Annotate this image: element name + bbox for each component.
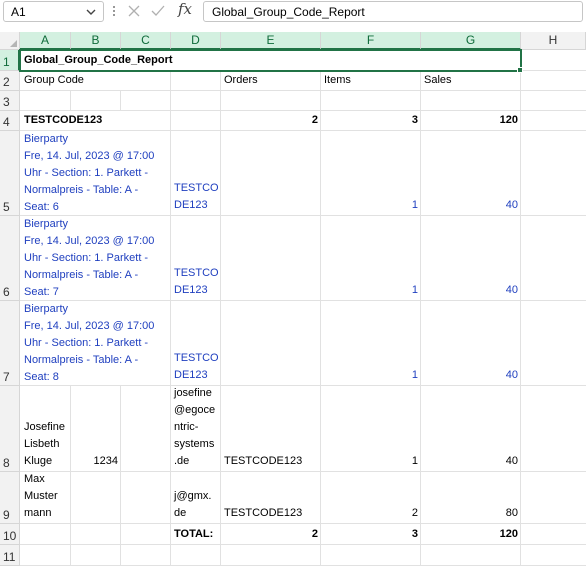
row-header-7[interactable] bbox=[0, 301, 20, 386]
header-items[interactable]: Items bbox=[324, 74, 351, 86]
row-header-1[interactable] bbox=[0, 50, 20, 71]
total-sales-cell[interactable]: 120 bbox=[499, 528, 518, 540]
order-number-cell[interactable]: 1234 bbox=[93, 455, 118, 467]
row-header-2[interactable] bbox=[0, 71, 20, 91]
row-number: 8 bbox=[3, 456, 10, 470]
column-header-g[interactable]: G bbox=[421, 32, 521, 50]
header-group-code[interactable]: Group Code bbox=[24, 74, 84, 86]
order-items-cell[interactable]: 1 bbox=[411, 455, 418, 467]
gridline bbox=[20, 544, 586, 545]
row-number: 9 bbox=[3, 508, 10, 522]
row-number: 5 bbox=[3, 200, 10, 214]
row-number: 7 bbox=[3, 370, 10, 384]
row-header-11[interactable] bbox=[0, 545, 20, 566]
column-header-c[interactable]: C bbox=[121, 32, 171, 50]
item-description-cell[interactable]: Bierparty Fre, 14. Jul, 2023 @ 17:00 Uhr - Section: 1. Parkett - Normalpreis - Table: A - Seat: 6 bbox=[24, 133, 155, 213]
column-header-a[interactable]: A bbox=[20, 32, 71, 50]
item-code-cell[interactable]: TESTCO DE123 bbox=[174, 352, 219, 381]
more-options-icon[interactable] bbox=[110, 3, 118, 19]
row-number: 3 bbox=[3, 95, 10, 109]
order-code-cell[interactable]: TESTCODE123 bbox=[224, 455, 303, 467]
gridline bbox=[20, 471, 586, 472]
spreadsheet-grid[interactable] bbox=[0, 32, 586, 566]
header-orders[interactable]: Orders bbox=[224, 74, 258, 86]
gridline bbox=[20, 523, 586, 524]
group-items-cell[interactable]: 3 bbox=[411, 114, 418, 126]
item-description-cell[interactable]: Bierparty Fre, 14. Jul, 2023 @ 17:00 Uhr - Section: 1. Parkett - Normalpreis - Table: A - Seat: 8 bbox=[24, 303, 155, 383]
item-sales-cell[interactable]: 40 bbox=[505, 199, 518, 211]
header-sales[interactable]: Sales bbox=[424, 74, 452, 86]
report-title-cell[interactable]: Global_Group_Code_Report bbox=[24, 54, 173, 66]
formula-input[interactable] bbox=[203, 1, 583, 22]
row-number: 1 bbox=[3, 55, 10, 69]
chevron-down-icon[interactable] bbox=[84, 4, 98, 20]
row-header-8[interactable] bbox=[0, 386, 20, 472]
insert-function-icon[interactable]: fx bbox=[178, 0, 193, 18]
row-header-4[interactable] bbox=[0, 111, 20, 131]
total-orders-cell[interactable]: 2 bbox=[311, 528, 318, 540]
item-description-cell[interactable]: Bierparty Fre, 14. Jul, 2023 @ 17:00 Uhr - Section: 1. Parkett - Normalpreis - Table: A - Seat: 7 bbox=[24, 218, 155, 298]
enter-check-icon[interactable] bbox=[150, 3, 166, 19]
row-number: 4 bbox=[3, 115, 10, 129]
row-number: 11 bbox=[3, 550, 16, 564]
order-code-cell[interactable]: TESTCODE123 bbox=[224, 507, 303, 519]
order-sales-cell[interactable]: 80 bbox=[505, 507, 518, 519]
item-code-cell[interactable]: TESTCO DE123 bbox=[174, 182, 219, 211]
group-sales-cell[interactable]: 120 bbox=[499, 114, 518, 126]
column-header-e[interactable]: E bbox=[221, 32, 321, 50]
row-number: 2 bbox=[3, 75, 10, 89]
name-box-value: A1 bbox=[11, 5, 26, 19]
group-code-cell[interactable]: TESTCODE123 bbox=[24, 114, 103, 126]
row-number: 10 bbox=[3, 529, 17, 543]
column-header-d[interactable]: D bbox=[171, 32, 221, 50]
item-items-cell[interactable]: 1 bbox=[411, 199, 418, 211]
order-sales-cell[interactable]: 40 bbox=[505, 455, 518, 467]
row-header-10[interactable] bbox=[0, 524, 20, 545]
row-number: 6 bbox=[3, 285, 10, 299]
gridline bbox=[20, 90, 586, 91]
item-code-cell[interactable]: TESTCO DE123 bbox=[174, 267, 219, 296]
formula-bar bbox=[0, 0, 586, 24]
group-orders-cell[interactable]: 2 bbox=[311, 114, 318, 126]
item-items-cell[interactable]: 1 bbox=[411, 369, 418, 381]
select-all-corner[interactable] bbox=[0, 32, 20, 50]
item-sales-cell[interactable]: 40 bbox=[505, 284, 518, 296]
total-label-cell[interactable]: TOTAL: bbox=[174, 528, 214, 540]
item-items-cell[interactable]: 1 bbox=[411, 284, 418, 296]
cancel-icon[interactable] bbox=[126, 3, 142, 19]
formula-value: Global_Group_Code_Report bbox=[212, 5, 365, 19]
customer-email-cell[interactable]: josefine @egoce ntric- systems .de bbox=[174, 387, 216, 467]
row-header-6[interactable] bbox=[0, 216, 20, 301]
name-box[interactable] bbox=[3, 1, 104, 22]
total-items-cell[interactable]: 3 bbox=[411, 528, 418, 540]
order-items-cell[interactable]: 2 bbox=[411, 507, 418, 519]
row-header-5[interactable] bbox=[0, 131, 20, 216]
customer-name-cell[interactable]: Max Muster mann bbox=[24, 473, 58, 519]
column-header-b[interactable]: B bbox=[71, 32, 121, 50]
column-header-f[interactable]: F bbox=[321, 32, 421, 50]
row-header-3[interactable] bbox=[0, 91, 20, 111]
column-header-h[interactable]: H bbox=[521, 32, 586, 50]
fill-handle[interactable] bbox=[517, 67, 523, 73]
customer-name-cell[interactable]: Josefine Lisbeth Kluge bbox=[24, 421, 65, 467]
row-header-9[interactable] bbox=[0, 472, 20, 524]
customer-email-cell[interactable]: j@gmx. de bbox=[174, 490, 212, 519]
item-sales-cell[interactable]: 40 bbox=[505, 369, 518, 381]
